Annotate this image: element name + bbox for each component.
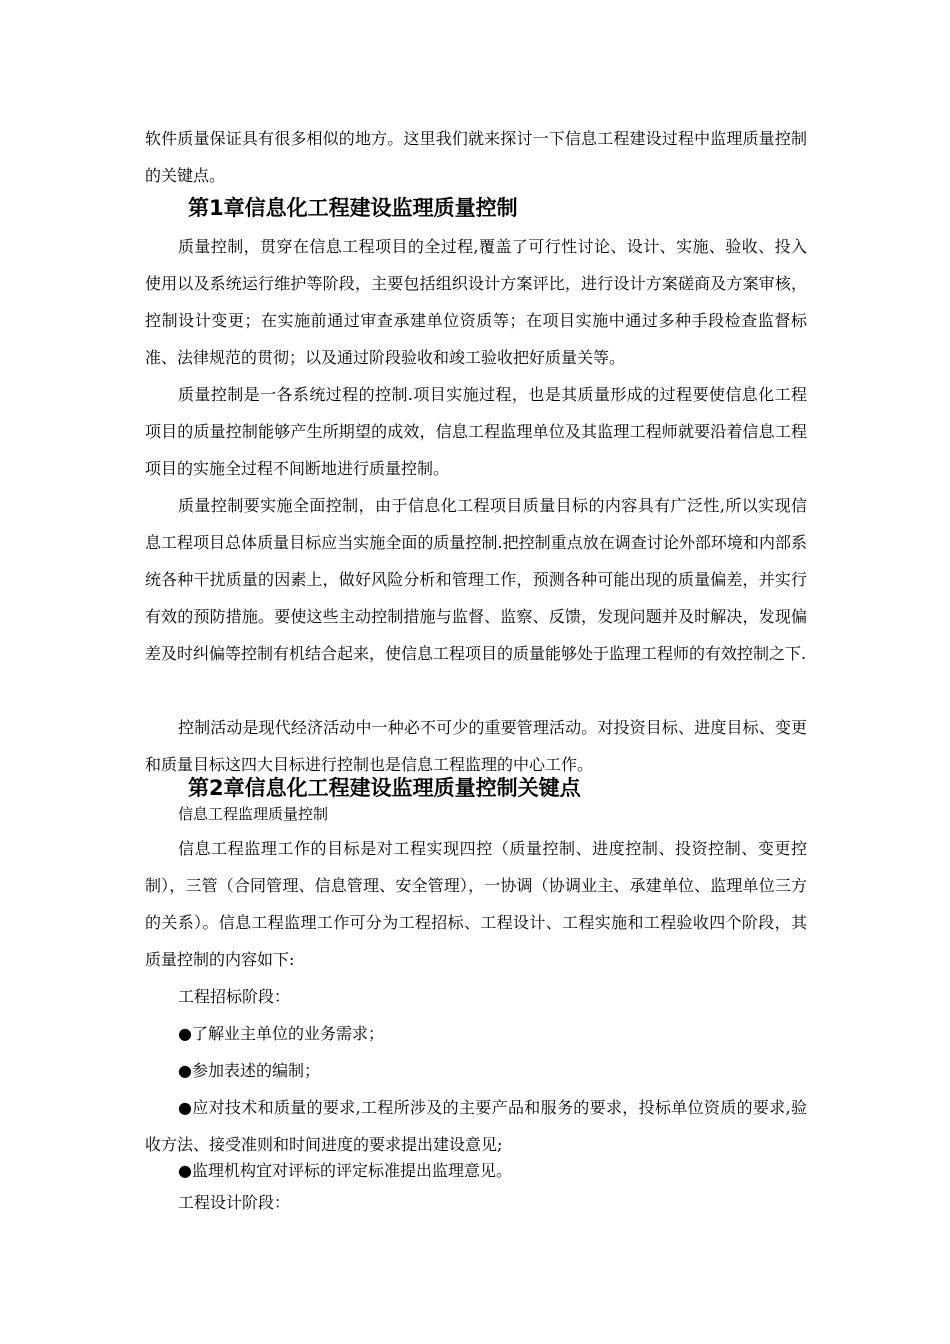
chapter1-paragraph-3: 质量控制要实施全面控制，由于信息化工程项目质量目标的内容具有广泛性,所以实现信息工程项目总体质量目标应当实施全面的质量控制.把控制重点放在调查讨论外部环境和内部系统各种干扰质量的因素上，做好风险分析和管理工作，预测各种可能出现的质量偏差，并实行有效的预防措施。要使这些主动控制措施与监督、监察、反馈，发现问题并及时解决，发现偏差及时纠偏等控制有机结合起来，使信息工程项目的质量能够处于监理工程师的有效控制之下. <box>145 496 807 663</box>
chapter2-subtitle: 信息工程监理质量控制 <box>178 805 329 823</box>
list-item: ●参加表述的编制； <box>178 1061 320 1080</box>
chapter2-title: 第2章信息化工程建设监理质量控制关键点 <box>188 776 581 800</box>
stage-heading-design: 工程设计阶段： <box>178 1193 291 1212</box>
list-item: ●监理机构宜对评标的评定标准提出监理意见。 <box>178 1161 512 1180</box>
stage-heading-bidding: 工程招标阶段： <box>178 987 291 1006</box>
chapter1-title: 第1章信息化工程建设监理质量控制 <box>188 196 518 220</box>
intro-paragraph: 软件质量保证具有很多相似的地方。这里我们就来探讨一下信息工程建设过程中监理质量控制的关键点。 <box>145 129 807 185</box>
list-item: ●应对技术和质量的要求,工程所涉及的主要产品和服务的要求，投标单位资质的要求,验收方法、接受准则和时间进度的要求提出建设意见; <box>145 1098 807 1154</box>
chapter1-paragraph-2: 质量控制是一各系统过程的控制.项目实施过程，也是其质量形成的过程要使信息化工程项目的质量控制能够产生所期望的成效，信息工程监理单位及其监理工程师就要沿着信息工程项目的实施全过程不间断地进行质量控制。 <box>145 385 807 478</box>
chapter1-paragraph-1: 质量控制，贯穿在信息工程项目的全过程,覆盖了可行性讨论、设计、实施、验收、投入使用以及系统运行维护等阶段，主要包括组织设计方案评比，进行设计方案磋商及方案审核，控制设计变更；在实施前通过审查承建单位资质等；在项目实施中通过多种手段检查监督标准、法律规范的贯彻；以及通过阶段验收和竣工验收把好质量关等。 <box>145 237 807 367</box>
chapter2-paragraph: 信息工程监理工作的目标是对工程实现四控（质量控制、进度控制、投资控制、变更控制），三管（合同管理、信息管理、安全管理），一协调（协调业主、承建单位、监理单位三方的关系）。信息工程监理工作可分为工程招标、工程设计、工程实施和工程验收四个阶段，其质量控制的内容如下: <box>145 839 807 969</box>
list-item: ●了解业主单位的业务需求； <box>178 1024 384 1043</box>
chapter1-paragraph-4: 控制活动是现代经济活动中一种必不可少的重要管理活动。对投资目标、进度目标、变更和质量目标这四大目标进行控制也是信息工程监理的中心工作。 <box>145 718 807 774</box>
